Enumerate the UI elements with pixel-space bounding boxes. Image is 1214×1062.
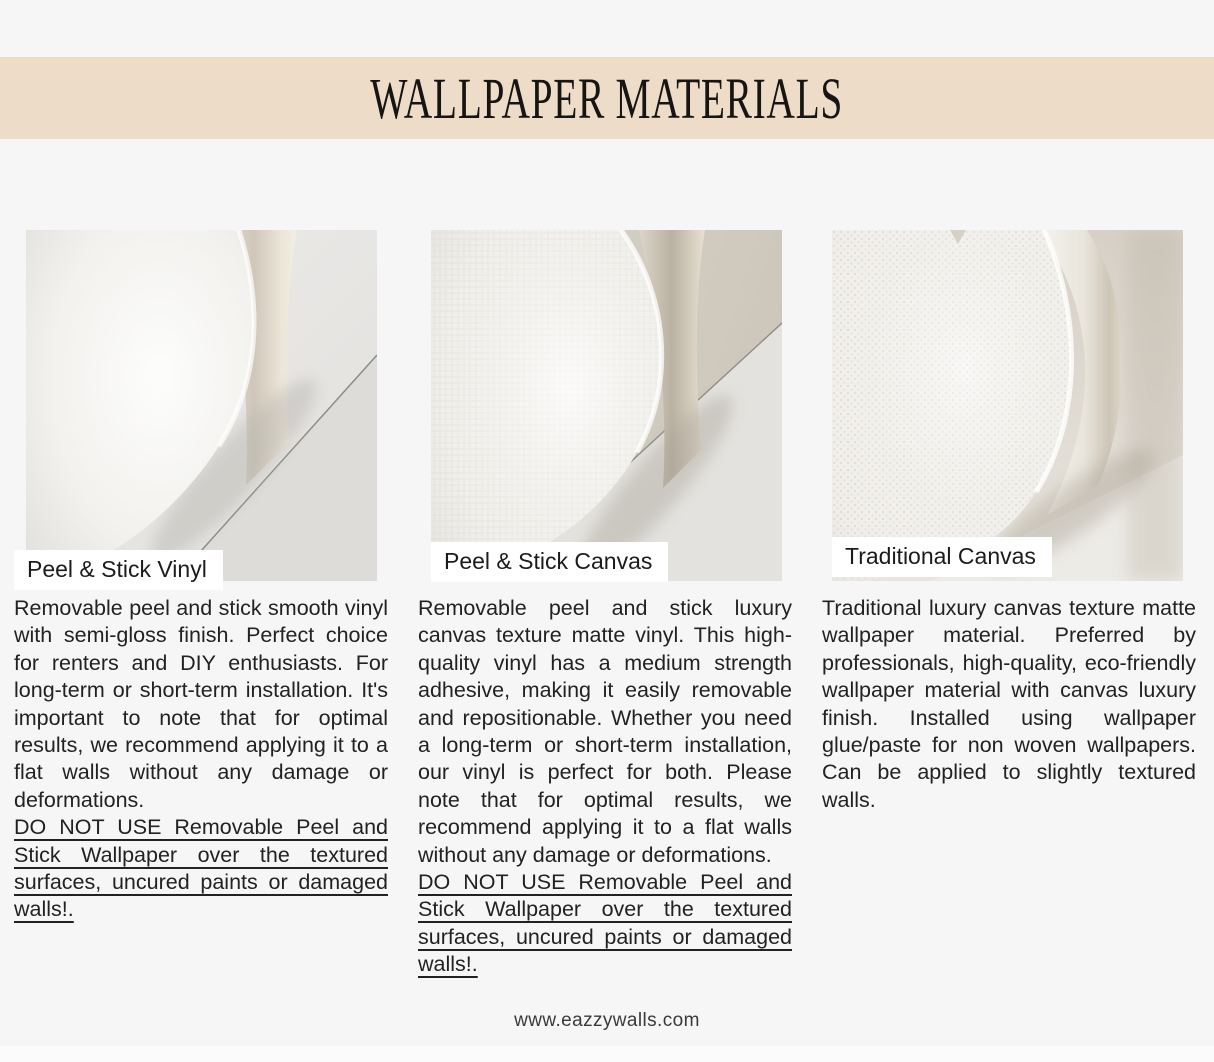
material-label: Peel & Stick Canvas (431, 542, 668, 582)
curled-wallpaper-photo (832, 230, 1183, 581)
material-label: Traditional Canvas (832, 537, 1052, 577)
material-card-peel-stick-canvas (418, 230, 792, 979)
website-url: www.eazzywalls.com (514, 1010, 700, 1031)
peel-stick-canvas-photo (431, 230, 782, 581)
peel-stick-vinyl-photo (26, 230, 377, 581)
title-banner (0, 57, 1214, 139)
material-card-traditional-canvas (822, 230, 1196, 979)
material-description: Traditional luxury canvas texture matte wallpaper material. Preferred by professionals, high-quality, eco-friendly wallpaper material with canvas luxury finish. Installed using wallpaper glue/paste for non woven wallpapers. Can be applied to slightly textured walls. (822, 596, 1196, 812)
material-card-peel-stick-vinyl (14, 230, 388, 979)
page-title: WALLPAPER MATERIALS (370, 65, 844, 131)
materials-columns (14, 230, 1196, 979)
page-bottom-strip (0, 1046, 1214, 1062)
material-description: Removable peel and stick luxury canvas texture matte vinyl. This high-quality vinyl has a medium strength adhesive, making it easily removable and repositionable. Whether you need a long-term or short-term installation, our vinyl is perfect for both. Please note that for optimal results, we recommend applying it to a flat walls without any damage or deformations. (418, 596, 792, 867)
material-warning: DO NOT USE Removable Peel and Stick Wallpaper over the textured surfaces, uncured paints or damaged walls!. (14, 815, 388, 922)
curled-wallpaper-photo (26, 230, 377, 581)
material-label: Peel & Stick Vinyl (14, 550, 223, 590)
curled-wallpaper-photo (431, 230, 782, 581)
material-description: Removable peel and stick smooth vinyl with semi-gloss finish. Perfect choice for renters and DIY enthusiasts. For long-term or short-term installation. It's important to note that for optimal results, we recommend applying it to a flat walls without any damage or deformations. (14, 596, 388, 812)
traditional-canvas-photo (832, 230, 1183, 581)
material-warning: DO NOT USE Removable Peel and Stick Wallpaper over the textured surfaces, uncured paints or damaged walls!. (418, 870, 792, 977)
